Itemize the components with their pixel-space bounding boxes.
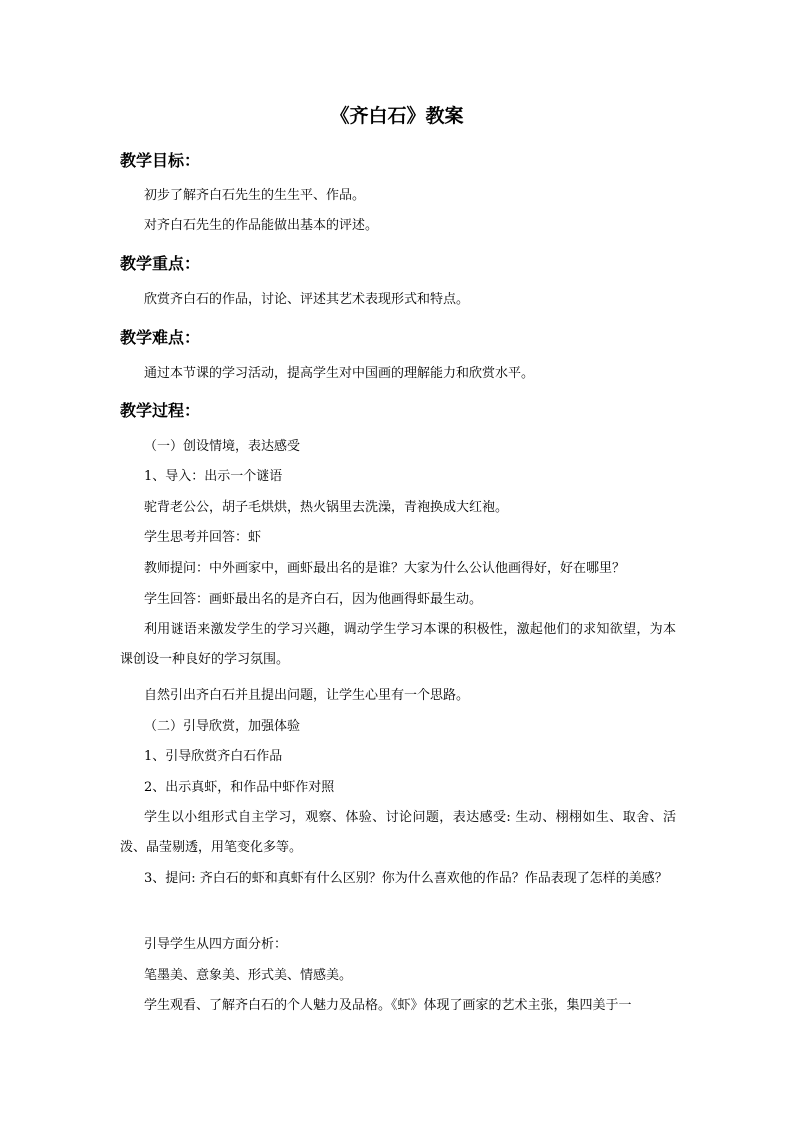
- process-line: 1、导入：出示一个谜语: [144, 469, 283, 484]
- process-line: 学生观看、了解齐白石的个人魅力及品格。《虾》体现了画家的艺术主张，集四美于一: [144, 998, 632, 1013]
- process-line: （二）引导欣赏，加强体验: [144, 719, 301, 734]
- process-line: 2、出示真虾，和作品中虾作对照: [144, 780, 335, 795]
- heading-teaching-process: 教学过程：: [120, 401, 201, 420]
- process-paragraph: 3、提问: 齐白石的虾和真虾有什么区别？你为什么喜欢他的作品？作品表现了怎样的美感？: [144, 871, 668, 886]
- process-line: 1、引导欣赏齐白石作品: [144, 749, 283, 764]
- goal-line-1: 初步了解齐白石先生的生生平、作品。: [144, 188, 366, 203]
- heading-difficulties: 教学难点：: [120, 328, 201, 347]
- process-paragraph: 利用谜语来激发学生的学习兴趣，调动学生学习本课的积极性，激起他们的求知欲望，为本课创设一种良好的学习氛围。: [120, 622, 676, 667]
- heading-teaching-goals: 教学目标：: [120, 151, 201, 170]
- process-line: 引导学生从四方面分析：: [144, 937, 288, 952]
- process-line: （一）创设情境，表达感受: [144, 439, 301, 454]
- heading-key-points: 教学重点：: [120, 254, 201, 273]
- process-paragraph: 学生以小组形式自主学习，观察、体验、讨论问题，表达感受: 生动、栩栩如生、取舍、活泼、晶莹剔透，用笔变化多等。: [120, 810, 676, 855]
- difficulty-line-1: 通过本节课的学习活动，提高学生对中国画的理解能力和欣赏水平。: [144, 366, 535, 381]
- process-line: 驼背老公公，胡子毛烘烘，热火锅里去洗澡，青袍换成大红袍。: [144, 500, 509, 515]
- process-line: 笔墨美、意象美、形式美、情感美。: [144, 968, 353, 983]
- process-line: 自然引出齐白石并且提出问题，让学生心里有一个思路。: [144, 688, 470, 703]
- document-title: 《齐白石》教案: [330, 105, 464, 127]
- key-point-line-1: 欣赏齐白石的作品，讨论、评述其艺术表现形式和特点。: [144, 292, 470, 307]
- process-line: 教师提问：中外画家中，画虾最出名的是谁？大家为什么公认他画得好，好在哪里？: [144, 561, 626, 576]
- process-line: 学生思考并回答：虾: [144, 530, 262, 545]
- process-line: 学生回答：画虾最出名的是齐白石，因为他画得虾最生动。: [144, 592, 483, 607]
- goal-line-2: 对齐白石先生的作品能做出基本的评述。: [144, 218, 379, 233]
